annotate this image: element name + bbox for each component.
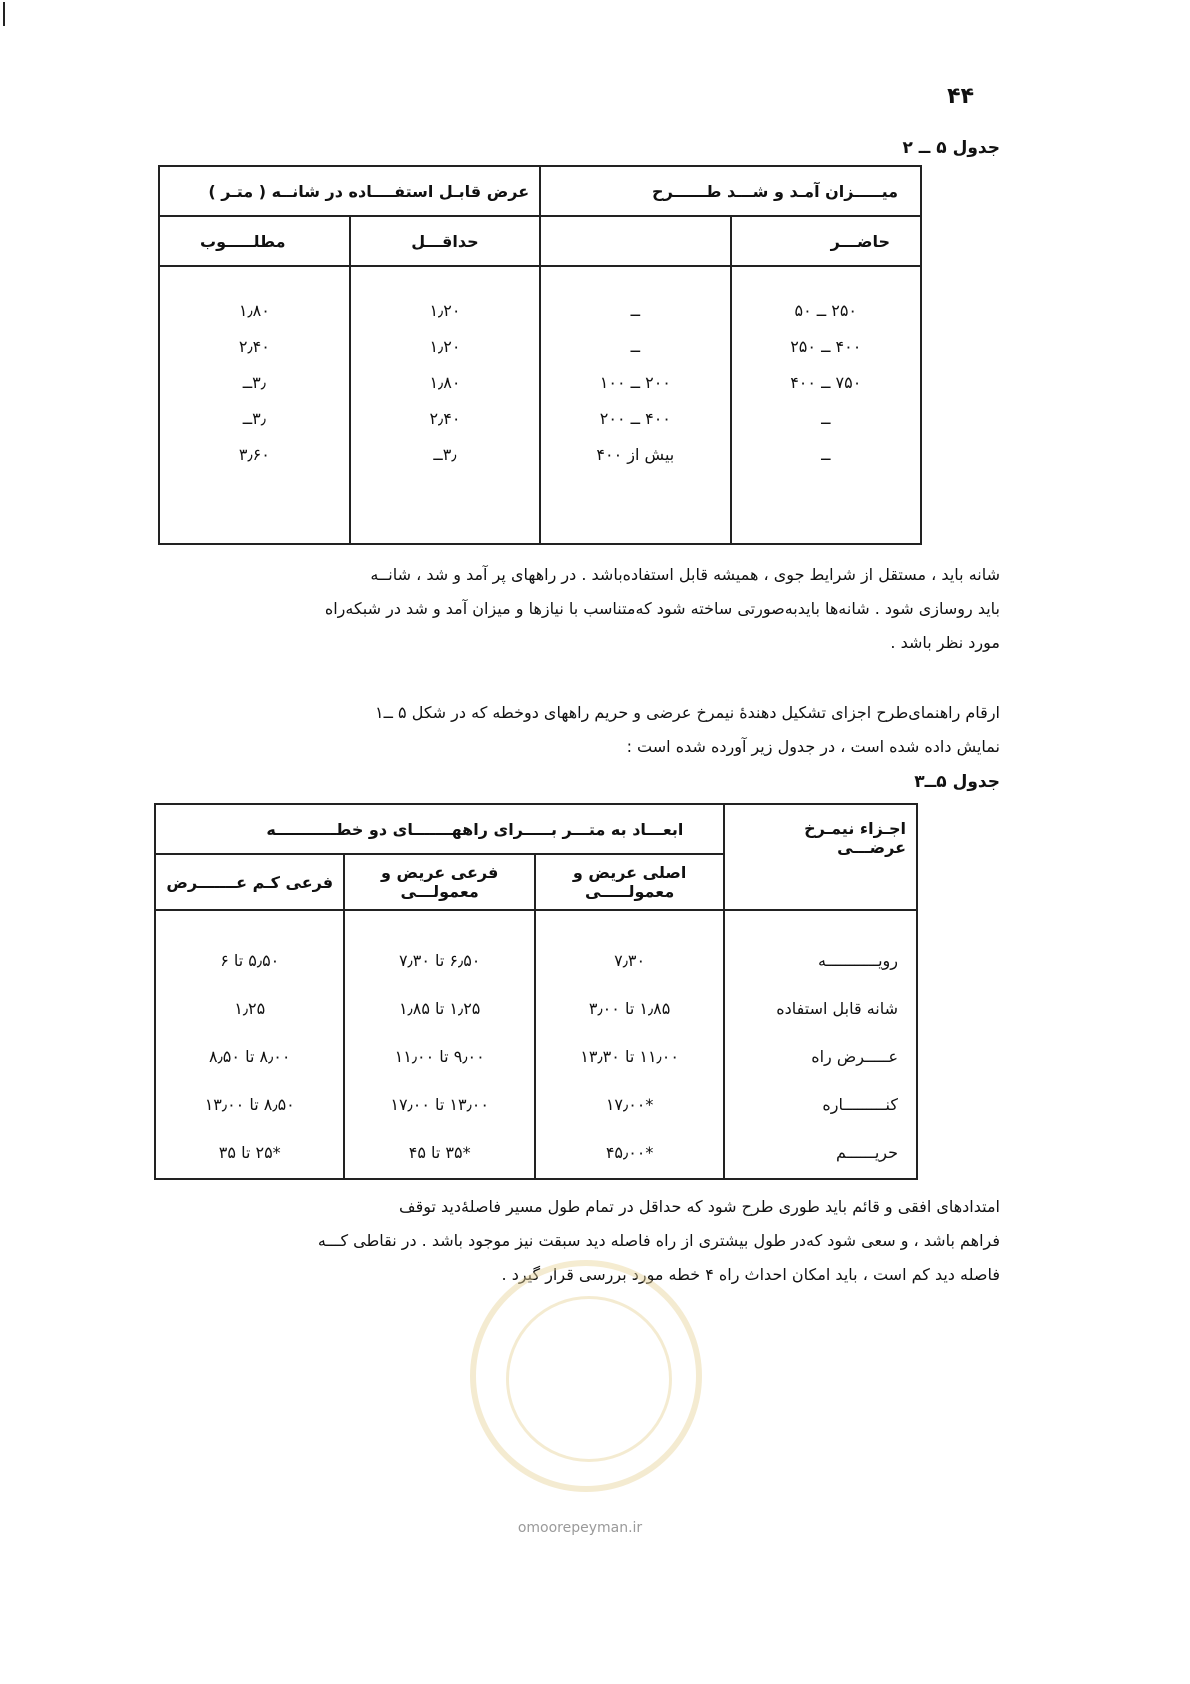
table2 bbox=[154, 803, 918, 1180]
table2-header-dimensions: ابعـــاد به متـــر بـــــرای راههـــــــای دو خطـــــــــــه bbox=[155, 804, 724, 854]
table2-cell: ۸٫۰۰ تا ۸٫۵۰ bbox=[209, 1047, 291, 1066]
watermark-seal bbox=[470, 1260, 702, 1492]
paragraph-line: نمایش داده شده است ، در جدول زیر آورده شده است : bbox=[626, 737, 1000, 756]
table1-sub-design bbox=[540, 216, 730, 266]
table1-cell: ۳٫ــ bbox=[242, 409, 266, 428]
table2-sub-secondary-wide: فرعی عریض و معمولـــی bbox=[344, 854, 534, 910]
paragraph-line: باید روسازی شود . شانه‌ها باید‌به‌صورتی ساخته شود که‌متناسب با نیازها و میزان آمد و شد در شبکه‌راه bbox=[324, 599, 1000, 618]
table1 bbox=[158, 165, 922, 545]
table2-header-elements: اجـزاء نیمـرخ عرضـــی bbox=[724, 804, 917, 910]
table1-cell: ۲٫۴۰ bbox=[238, 337, 270, 356]
table1-cell: ۱٫۸۰ bbox=[429, 373, 461, 392]
table1-cell: بیش از ۴۰۰ bbox=[596, 445, 675, 464]
table2-cell: ۷٫۳۰ bbox=[614, 951, 646, 970]
paragraph-shoulder bbox=[200, 558, 1000, 660]
table1-cell: ۳٫ــ bbox=[242, 373, 266, 392]
table2-cell: ۱٫۲۵ تا ۱٫۸۵ bbox=[398, 999, 481, 1018]
table1-cell: ۲۰۰ ــ ۱۰۰ bbox=[599, 373, 671, 392]
table2-row-label: رویـــــــــــه bbox=[817, 951, 898, 970]
margin-mark bbox=[3, 2, 5, 26]
table1-cell: ــ bbox=[821, 409, 831, 428]
table2-cell: *۳۵ تا ۴۵ bbox=[408, 1143, 471, 1162]
page-number: ۴۴ bbox=[947, 84, 974, 109]
table1-col-current bbox=[731, 266, 921, 544]
table2-row-label: شانه قابل استفاده bbox=[776, 999, 898, 1018]
table1-cell: ۷۵۰ ــ ۴۰۰ bbox=[790, 373, 862, 392]
table2-cell: ۱۳٫۰۰ تا ۱۷٫۰۰ bbox=[390, 1095, 489, 1114]
paragraph-line: شانه باید ، مستقل از شرایط جوی ، همیشه قابل استفاده‌باشد . در راههای پر آمد و شد ، شانــه bbox=[370, 565, 1000, 584]
table2-sub-main: اصلی عریض و معمولـــــی bbox=[535, 854, 724, 910]
table2-cell: ۸٫۵۰ تا ۱۳٫۰۰ bbox=[204, 1095, 295, 1114]
table2-row-label: کنـــــــــاره bbox=[822, 1095, 898, 1114]
table2-sub-secondary-narrow: فرعی کـم عـــــــرض bbox=[155, 854, 344, 910]
table1-header-traffic: میـــــزان آمـد و شـــد طــــــرح bbox=[540, 166, 921, 216]
paragraph-line: فراهم باشد ، و سعی شود که‌در طول بیشتری از راه فاصله دید سبقت نیز موجود باشد . در نقاطی کـــه bbox=[317, 1231, 1000, 1250]
table1-cell: ۳٫ــ bbox=[433, 445, 457, 464]
table1-sub-desired: مطلـــــوب bbox=[159, 216, 350, 266]
table2-cell: ۵٫۵۰ تا ۶ bbox=[220, 951, 280, 970]
table2-row-label: حریــــــم bbox=[836, 1143, 898, 1162]
table1-sub-current: حاضـــر bbox=[731, 216, 921, 266]
table1-cell: ۱٫۲۰ bbox=[429, 337, 461, 356]
table1-cell: ۴۰۰ ــ ۲۰۰ bbox=[599, 409, 671, 428]
paragraph-line: فاصله دید کم است ، باید امکان احداث راه ۴ خطه مورد بررسی قرار گیرد . bbox=[501, 1265, 1000, 1284]
table2-cell: ۱٫۸۵ تا ۳٫۰۰ bbox=[588, 999, 671, 1018]
table1-cell: ۱٫۲۰ bbox=[429, 301, 461, 320]
table2-cell: ۱۱٫۰۰ تا ۱۳٫۳۰ bbox=[580, 1047, 679, 1066]
table2-col-secondary-narrow bbox=[155, 910, 344, 1179]
table2-cell: *۲۵ تا ۳۵ bbox=[218, 1143, 281, 1162]
paragraph-intro-table2 bbox=[200, 696, 1000, 764]
table2-cell: *۴۵٫۰۰ bbox=[605, 1143, 654, 1162]
table1-header-shoulder: عرض قابـل استفــــاده در شانــه ( متـر ) bbox=[159, 166, 540, 216]
table1-caption: جدول ۵ ــ ۲ bbox=[902, 138, 1000, 158]
table1-col-desired bbox=[159, 266, 350, 544]
table2-cell: ۶٫۵۰ تا ۷٫۳۰ bbox=[398, 951, 481, 970]
table1-col-min bbox=[350, 266, 540, 544]
table1-sub-min: حداقـــل bbox=[350, 216, 540, 266]
table1-cell: ۴۰۰ ــ ۲۵۰ bbox=[790, 337, 862, 356]
table1-cell: ۲٫۴۰ bbox=[429, 409, 461, 428]
table2-row-labels bbox=[724, 910, 917, 1179]
paragraph-line: مورد نظر باشد . bbox=[890, 633, 1000, 652]
paragraph-line: ارقام راهنمای‌طرح اجزای تشکیل دهنده‌ٔ نیمرخ عرضی و حریم راههای دوخطه که در شکل ۵ ــ۱ bbox=[374, 703, 1000, 722]
watermark-site: omoorepeyman.ir bbox=[517, 1520, 643, 1536]
table2-cell: ۱٫۲۵ bbox=[234, 999, 266, 1018]
table2-caption: جدول ۵ــ۳ bbox=[914, 772, 1000, 792]
table2-col-main bbox=[535, 910, 724, 1179]
table2-cell: *۱۷٫۰۰ bbox=[605, 1095, 654, 1114]
table1-cell: ــ bbox=[630, 301, 641, 320]
table1-cell: ۳٫۶۰ bbox=[238, 445, 270, 464]
table2-cell: ۹٫۰۰ تا ۱۱٫۰۰ bbox=[394, 1047, 485, 1066]
table2-row-label: عـــــرض راه bbox=[811, 1047, 898, 1066]
table1-cell: ــ bbox=[630, 337, 641, 356]
table1-cell: ۱٫۸۰ bbox=[238, 301, 270, 320]
watermark-seal-inner bbox=[506, 1296, 672, 1462]
table2-col-secondary-wide bbox=[344, 910, 534, 1179]
paragraph-line: امتدادهای افقی و قائم باید طوری طرح شود که حداقل در تمام طول مسیر فاصله‌ٔدید توقف bbox=[399, 1197, 1000, 1216]
table1-col-design bbox=[540, 266, 730, 544]
table1-cell: ــ bbox=[821, 445, 831, 464]
table1-cell: ۲۵۰ ــ ۵۰ bbox=[794, 301, 858, 320]
